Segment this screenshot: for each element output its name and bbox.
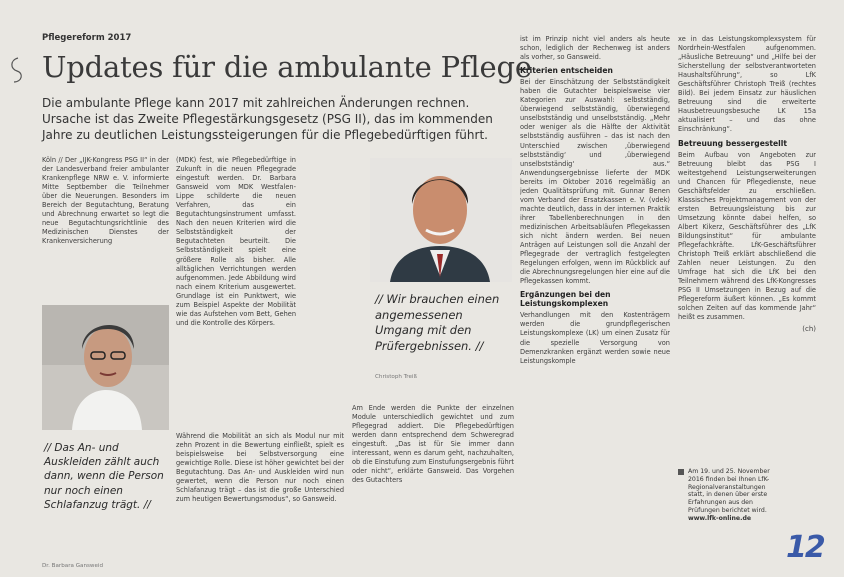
body-column-5 [678,35,816,455]
pull-quote-right: // Wir brauchen einen angemessenen Umgang mit den Prüfergebnissen. // [375,292,500,353]
body-paragraph: Bei der Einschätzung der Selbstständigkeit haben die Gutachter beispielsweise vier Kategorien zur Auswahl: selbstständig, überwiegend selbstständig, überwiegend unselbstständig und unselbstständig. „Mehr oder weniger als die Hälfte der Aktivität selbstständig ausführen – das ist nach den Unterschied zwischen ‚überwiegend selbstständig‘ und ‚überwiegend unselbstständig‘ aus.“ Anwendungsergebnisse lieferte der MDK bereits im Oktober 2016 regelmäßig an jeden Qualitätsprüfung mit. Gunnar Benen vom Verband der Ersatzkassen e. V. (vdek) machte deutlich, dass in der internen Praktik ihrer Tabellenberechnungen in den medizinischen Arbeitsabläufen Pflegekassen sich nicht ändern werden. Bei neuen Anträgen auf Leistungen soll die Anzahl der Pflegegrade der vertraglich festgelegten Regelungen erfolgen, wenn im Rückblick auf die Abrechnungsregelungen hier eine auf die Pflegekassen kommt. [520,78,670,286]
body-paragraph: Beim Aufbau von Angeboten zur Betreuung bleibt das PSG I weitestgehend Leistungserweiterungen und Chancen für Pflegedienste, neue Geschäftsfelder zu erschließen. Klassisches Projektmanagement von der ersten Betreuungsleistung bis zur Umsetzung könnte dabei helfen, so Albert Kikerz, Geschäftsführer des „LfK Bildungsinstitut“ für ambulante Pflegefachkräfte. LfK-Geschäftsführer Christoph Treiß erklärt abschließend die Zahlen neuer Leistungen. Zu den Umfrage hat sich die LfK bei den Teilnehmern während des LfK-Kongresses PSG II Umsetzungen in Bezug auf die Pflegereform äußert können. „Es kommt solchen Zeiten auf das kommende Jahr“ heißt es zusammen. [678,150,816,322]
body-paragraph: Köln // Der „IJK-Kongress PSG II“ in der der Landesverband freier ambulanter Krankenpflege NRW e. V. informierte Mitte Septbember die Teilnehmer über die Neuerungen. Besonders im Bereich der Begutachtung, Beratung und Abrechnung erwartet so legt die neue Begutachtungsrichtlinie des Medizinischen Dienstes der Krankenversicherung [42,156,169,246]
section-kicker: Pflegereform 2017 [42,33,132,43]
subheading: Betreuung bessergestellt [678,138,788,148]
end-mark: (ch) [802,325,816,334]
info-text: Am 19. und 25. November 2016 finden bei Ihnen LfK-Regionalveranstaltungen statt, in denen über erste Erfahrungen aus den Prüfungen berichtet wird. [688,468,770,514]
square-bullet-icon [678,469,684,475]
article-headline: Updates für die ambulante Pflege [42,50,532,84]
body-paragraph: (MDK) fest, wie Pflegebedürftige in Zukunft in die neuen Pflegegrade eingestuft werden. Dr. Barbara Gansweid vom MDK Westfalen-Lippe schilderte die neuen Verfahren, das ein Begutachtungsinstrument umfasst. Nach den neuen Kriterien wird die Selbstständigkeit der Begutachteten beurteilt. Die Selbstständigkeit spielt eine größere Rolle als bisher. Alle alltäglichen Verrichtungen werden aufgenommen. Jede Abbildung wird nach einem Kriterium ausgewertet. Grundlage ist ein Punktwert, wie zum Beispiel Aspekte der Mobilität wie das Aufstehen vom Bett, Gehen und die Kontrolle des Körpers. [176,156,296,327]
info-link[interactable]: www.lfk-online.de [688,514,752,522]
portrait-man-image [370,158,512,282]
body-paragraph: Verhandlungen mit den Kostenträgern werden die grundpflegerischen Leistungskomplexe (LK) um einen Zusatz für die spezielle Versorgung von Demenzkranken ergänzt werden sowie neue Leistungskomple [520,311,670,365]
subheading: Kriterien entscheiden [520,66,613,76]
body-column-2 [176,156,296,432]
body-column-3-lower [352,404,514,550]
article-lead: Die ambulante Pflege kann 2017 mit zahlreichen Änderungen rechnen. Ursache ist das Zweite Pflegestärkungsgesetz (PSG II), das im kommenden Jahre zu deutlichen Leistungssteigerungen für die Pflegebedürftigen führt. [42,96,493,142]
portrait-woman-image [42,305,169,430]
page-number: 12 [786,530,824,565]
portrait-photo-right [370,158,512,282]
body-paragraph: xe in das Leistungskomplexsystem für Nordrhein-Westfalen aufgenommen. „Häusliche Betreuung“ und „Hilfe bei der Sicherstellung der selbstverantworteten Haushaltsführung“, so LfK Geschäftsführer Christoph Treiß (rechtes Bild). Bei jedem Einsatz zur häuslichen Betreuung sind die erweiterte Hausbetreuungsbesuche LK 15a aktualisiert – und das ohne Einschränkung“. [678,35,816,134]
info-box [678,468,778,523]
photo-caption-right: Christoph Treiß [375,374,417,380]
body-column-4 [520,35,670,558]
subheading: Ergänzungen bei den Leistungskomplexen [520,290,611,309]
body-paragraph: Am Ende werden die Punkte der einzelnen Module unterschiedlich gewichtet und zum Pflegegrad addiert. Die Pflegebedürftigen werden dann entsprechend dem Schweregrad eingestuft. „Das ist für Sie immer dann interessant, wenn es darum geht, nachzuhalten, ob die Einstufung zum Einstufungsergebnis führt oder nicht“, erklärte Gansweid. Das Vorgehen des Gutachters [352,404,514,485]
pull-quote-left: // Das An- und Auskleiden zählt auch dann, wenn die Person nur noch einen Schlafanzug trägt. // [44,442,164,511]
swash-ornament [6,55,28,85]
photo-caption-left: Dr. Barbara Gansweid [42,563,104,569]
portrait-photo-left [42,305,169,430]
body-column-1 [42,156,169,296]
body-column-2-lower [176,432,344,550]
body-paragraph: Während die Mobilität an sich als Modul nur mit zehn Prozent in die Bewertung einfließt, spielt es beispielsweise bei Selbstversorgung eine gewichtige Rolle. Diese ist höher gewichtet bei der Begutachtung. Das An- und Auskleiden wird nun gewertet, wenn die Person nur noch einen Schlafanzug trägt – das ist die große Unterschied zum heutigen Bewertungsmodus“, so Gansweid. [176,432,344,504]
body-paragraph: ist im Prinzip nicht viel anders als heute schon, lediglich der Rechenweg ist anders als vorher, so Gansweid. [520,35,670,62]
